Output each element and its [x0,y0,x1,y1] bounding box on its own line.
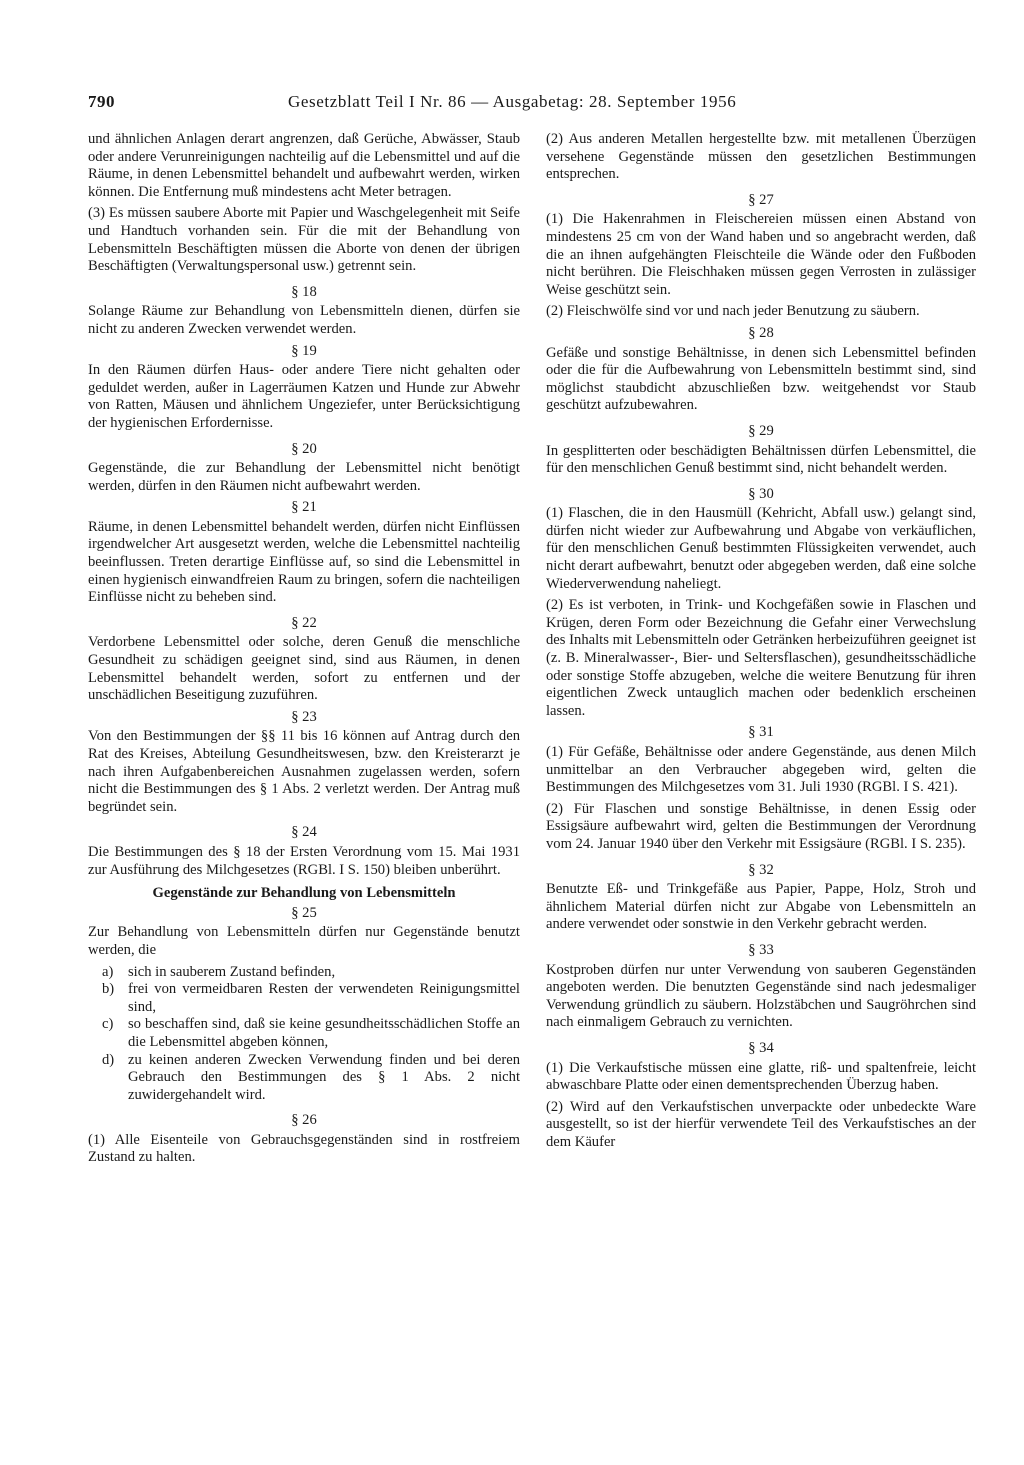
section-number: § 29 [748,422,774,439]
paragraph: Von den Bestimmungen der §§ 11 bis 16 können auf Antrag durch den Rat des Kreises, Abteilung Gesundheitswesen, bzw. den Kreisterarzt je nach ihren Aufgabenbereichen Ausnahmen zugelassen werden, sofern nicht die Bestimmungen des § 1 Abs. 2 verletzt werden. Der Antrag muß begründet sein. [88,728,520,815]
section-number: § 32 [748,861,774,878]
section-heading: Gegenstände zur Behandlung von Lebensmitteln [152,885,456,902]
paragraph: (1) Alle Eisenteile von Gebrauchsgegenständen sind in rostfreiem Zustand zu halten. [88,1131,520,1166]
paragraph: Räume, in denen Lebensmittel behandelt werden, dürfen nicht Einflüssen irgendwelcher Art ausgesetzt werden, welche die Lebensmittel nachteilig beeinflussen. Treten derartige Einflüsse auf, so sind die Lebensmittel in einen hygienisch einwandfreien Raum zu bringen, sofern die nachteiligen Einflüsse nicht zu beheben sind. [88,518,520,606]
section-number: § 21 [291,499,317,516]
section-number: § 30 [748,485,774,502]
section-number: § 26 [291,1112,317,1129]
paragraph: Die Bestimmungen des § 18 der Ersten Verordnung vom 15. Mai 1931 zur Ausführung des Milchgesetzes (RGBl. I S. 150) bleiben unberührt. [88,843,520,878]
paragraph: (2) Fleischwölfe sind vor und nach jeder Benutzung zu säubern. [546,303,920,320]
paragraph: Gegenstände, die zur Behandlung der Lebensmittel nicht benötigt werden, dürfen in den Räumen nicht aufbewahrt werden. [88,460,520,494]
paragraph: In gesplitterten oder beschädigten Behältnissen dürfen Lebensmittel, die für den menschlichen Genuß bestimmt sind, nicht behandelt werden. [546,442,976,477]
section-number: § 24 [291,824,317,841]
paragraph: (1) Für Gefäße, Behältnisse oder andere Gegenstände, aus denen Milch unmittelbar an den Verbraucher abgegeben wird, gelten die Bestimmungen des Milchgesetzes vom 31. Juli 1930 (RGBl. I S. 421). [546,744,976,796]
section-number: § 25 [291,904,317,921]
section-number: § 18 [291,283,317,300]
list-label: d) [102,1051,115,1068]
paragraph: (2) Für Flaschen und sonstige Behältnisse, in denen Essig oder Essigsäure aufbewahrt wird, gelten die Bestimmungen der Verordnung vom 24. Januar 1940 über den Verkehr mit Essigsäure (RGBl. I S. 235). [546,800,976,852]
paragraph: (2) Wird auf den Verkaufstischen unverpackte oder unbedeckte Ware ausgestellt, so ist der hierfür verwendete Teil des Verkaufstisches an der dem Käufer [546,1098,976,1150]
list-text: frei von vermeidbaren Resten der verwendeten Reinigungsmittel sind, [128,981,520,1015]
paragraph: Gefäße und sonstige Behältnisse, in denen sich Lebensmittel befinden oder die für die Aufbewahrung von Lebensmitteln bestimmt sind, sind möglichst staubdicht abzuschließen bzw. weitgehendst vor Staub geschützt aufzubewahren. [546,344,976,414]
section-number: § 27 [748,191,774,208]
paragraph: Kostproben dürfen nur unter Verwendung von sauberen Gegenständen angeboten werden. Die benutzten Gegenstände sind nach jedesmaliger Verwendung gründlich zu säubern. Holzstäbchen und Saugröhrchen sind nach einmaligem Gebrauch zu vernichten. [546,961,976,1031]
header-title: Gesetzblatt Teil I Nr. 86 — Ausgabetag: 28. September 1956 [288,92,737,111]
right-column [546,131,976,1155]
list-item [88,981,520,1016]
list-label: c) [102,1016,114,1033]
list-item [88,964,520,982]
list-text: sich in sauberem Zustand befinden, [128,963,336,980]
list-label: a) [102,963,114,980]
section-number: § 19 [291,342,317,359]
section-number: § 22 [291,614,317,631]
section-number: § 20 [291,440,317,457]
paragraph: Benutzte Eß- und Trinkgefäße aus Papier, Pappe, Holz, Stroh und ähnlichem Material dürfen nicht zur Abgabe von Lebensmitteln an andere verwendet oder sonstwie in den Verkehr gebracht werden. [546,881,976,933]
paragraph: (1) Die Verkaufstische müssen eine glatte, riß- und spaltenfreie, leicht abwaschbare Platte oder einen dementsprechenden Überzug haben. [546,1059,976,1094]
paragraph: In den Räumen dürfen Haus- oder andere Tiere nicht gehalten oder geduldet werden, außer in Lagerräumen Katzen und Hunde zur Abwehr von Ratten, Mäusen und ähnlichem Ungeziefer, unter Berücksichtigung der hygienischen Erfordernisse. [88,362,520,431]
section-number: § 33 [748,941,774,958]
paragraph: (2) Es ist verboten, in Trink- und Kochgefäßen sowie in Flaschen und Krügen, deren Form oder Bezeichnung die Gefahr einer Verwechslung des Inhalts mit Lebensmitteln oder Getränken herbeizuführen geeignet ist (z. B. Mineralwasser-, Bier- und Seltersflaschen), gesundheitsschädliche oder sonstige Stoffe abzugeben, welche die weitere Benutzung für ihren eigentlichen Zweck untauglich machen oder bedenklich erscheinen lassen. [546,597,976,719]
paragraph: und ähnlichen Anlagen derart angrenzen, daß Gerüche, Abwässer, Staub oder andere Verunreinigungen nachteilig auf die Lebensmittel und auf die Räume, in denen Lebensmittel behandelt und aufbewahrt werden, wirken können. Die Entfernung muß mindestens acht Meter betragen. [88,131,520,200]
list-item [88,1016,520,1051]
section-number: § 31 [748,724,774,741]
section-number: § 28 [748,324,774,341]
paragraph: (2) Aus anderen Metallen hergestellte bzw. mit metallenen Überzügen versehene Gegenstände müssen den gesetzlichen Bestimmungen entsprechen. [546,131,976,183]
paragraph: (3) Es müssen saubere Aborte mit Papier und Waschgelegenheit mit Seife und Handtuch vorhanden sein. Für die mit der Behandlung von Lebensmitteln Beschäftigten müssen die Aborte von denen der übrigen Beschäftigten (Verwaltungspersonal usw.) getrennt sein. [88,205,520,275]
section-number: § 34 [748,1039,774,1056]
list-text: so beschaffen sind, daß sie keine gesundheitsschädlichen Stoffe an die Lebensmittel abgeben können, [128,1016,520,1050]
list-label: b) [102,981,115,998]
paragraph: Solange Räume zur Behandlung von Lebensmitteln dienen, dürfen sie nicht zu anderen Zwecken verwendet werden. [88,303,520,337]
page-header [88,92,988,118]
list-item [88,1052,520,1105]
page-number: 790 [88,92,115,111]
paragraph: (1) Die Hakenrahmen in Fleischereien müssen einen Abstand von mindestens 25 cm von der Wand haben und so angebracht werden, daß die an ihnen aufgehängten Fleischteile die Wände oder den Fußboden nicht berühren. Die Fleischhaken müssen gegen Verrosten in zulässiger Weise geschützt sein. [546,211,976,298]
left-column [88,131,520,1171]
paragraph: (1) Flaschen, die in den Hausmüll (Kehricht, Abfall usw.) gelangt sind, dürfen nicht wieder zur Aufbewahrung und Abgabe von verkäuflichen, für den menschlichen Genuß bestimmten Flüssigkeiten verwendet, auch nicht derart aufbewahrt, benutzt oder abgegeben werden, daß eine solche Wiederverwendung naheliegt. [546,505,976,592]
section-number: § 23 [291,708,317,725]
paragraph: Verdorbene Lebensmittel oder solche, deren Genuß die menschliche Gesundheit zu schädigen geeignet sind, sind aus Räumen, in denen Lebensmittel behandelt werden, sofort zu entfernen und der unschädlichen Beseitigung zuzuführen. [88,634,520,704]
paragraph: Zur Behandlung von Lebensmitteln dürfen nur Gegenstände benutzt werden, die [88,924,520,958]
list-text: zu keinen anderen Zwecken Verwendung finden und bei deren Gebrauch den Bestimmungen des § 1 Abs. 2 nicht zuwidergehandelt wird. [128,1051,520,1103]
